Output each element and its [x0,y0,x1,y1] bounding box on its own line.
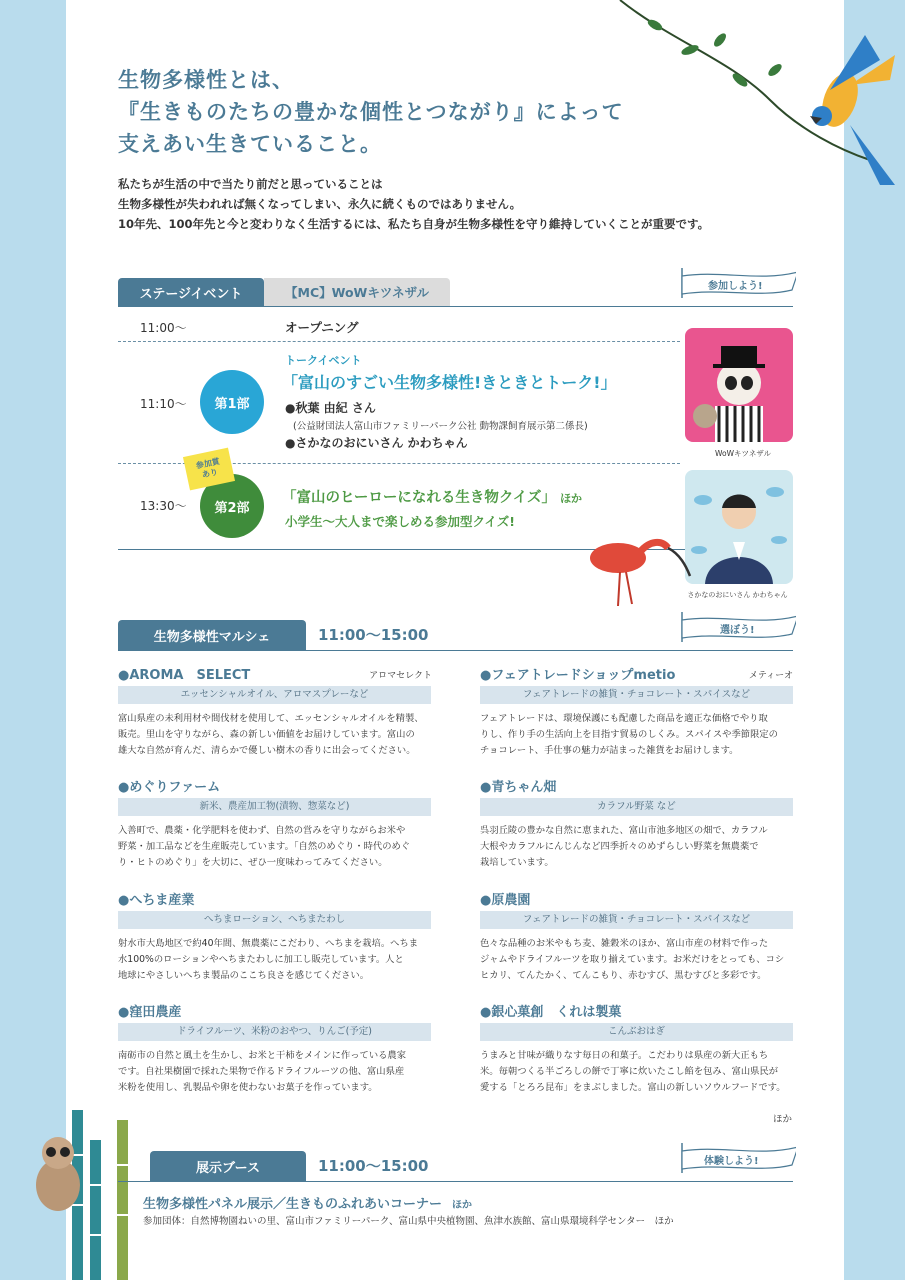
row3-time: 13:30〜 [140,499,187,513]
vendor-desc: 射水市大島地区で約40年間、無農薬にこだわり、へちまを栽培。へちま 水100%のローションやへちまたわしに加工し販売しています。人と 地球にやさしいへちま製品のここち良さを感じてください。 [118,938,419,981]
row2-speaker1: ●秋葉 由紀 さん [285,401,376,415]
row2-time: 11:10〜 [140,397,187,411]
booth-participants: 参加団体：自然博物園ねいの里、富山市ファミリーパーク、富山県中央植物園、魚津水族館、富山県環境科学センター ほか [143,1216,674,1227]
vendor-kana: アロマセレクト [369,671,432,681]
marche-flag [680,612,796,646]
booth-flag-label: 体験しよう! [704,1156,759,1167]
marche-time: 11:00〜15:00 [318,626,429,644]
prize-tag-line2: あり [201,467,219,480]
vendor-items: 新米、農産加工物(漬物、惣菜など) [118,798,431,816]
stage-flag [680,268,796,302]
marche-rule [118,650,793,651]
vendor-desc: 南砺市の自然と風土を生かし、お米と干柿をメインに作っている農家 です。自社果樹園で採れた果物で作るドライフルーツの他、富山県産 米粉を使用し、乳製品や卵を使わないお菓子を作っています。 [118,1050,407,1093]
booth-tab: 展示ブース [150,1151,306,1181]
intro-body-line1: 私たちが生活の中で当たり前だと思っていることは [118,177,383,191]
vendor-desc: 呉羽丘陵の豊かな自然に恵まれた、富山市池多地区の畑で、カラフル 大根やカラフルにんじんなど四季折々のめずらしい野菜を無農薬で 栽培しています。 [480,825,768,868]
ibis-illustration [588,530,693,610]
vendor-name: ●青ちゃん畑 [480,780,557,795]
row2-speaker2: ●さかなのおにいさん かわちゃん [285,436,468,450]
row-divider [118,341,680,342]
marche-flag-label: 選ぼう! [720,625,755,636]
vendor-name: ●銀心菓創 くれは製菓 [480,1005,622,1020]
vendor-name: ●へちま産業 [118,893,195,908]
caption-wow: WoWキツネザル [715,449,771,458]
booth-flag [680,1143,796,1177]
vendor-name: ●窪田農産 [118,1005,182,1020]
intro-heading-line2: 『生きものたちの豊かな個性とつながり』によって [118,100,624,124]
photo-wow-kitsunezaru [685,328,793,442]
marche-tab: 生物多様性マルシェ [118,620,306,650]
stage-mc-label: 【MC】WoWキツネザル [264,278,450,306]
vendor-items: フェアトレードの雑貨・チョコレート・スパイスなど [480,911,793,929]
stage-rule [118,306,793,307]
vendor-name: ●原農園 [480,893,531,908]
vendor-desc: 色々な品種のお米やもち麦、雑穀米のほか、富山市産の材料で作った ジャムやドライフルーツを取り揃えています。お米だけをとっても、コシ ヒカリ、てんたかく、てんこもり、赤むすび、黒むすびと多彩です。 [480,938,785,981]
row3-title-wrap [282,486,582,507]
vendor-name: ●めぐりファーム [118,780,221,795]
vendor-items: こんぶおはぎ [480,1023,793,1041]
part1-badge: 第1部 [200,370,264,434]
vendor-items: カラフル野菜 など [480,798,793,816]
intro-heading-line3: 支えあい生きていること。 [118,132,382,156]
row2-kind: トークイベント [285,354,362,367]
stage-flag-label: 参加しよう! [708,281,763,292]
intro-body-line2: 生物多様性が失われれば無くなってしまい、永久に続くものではありません。 [118,197,522,211]
vendor-desc: 入善町で、農薬・化学肥料を使わず、自然の営みを守りながらお米や 野菜・加工品などを生産販売しています。「自然のめぐり・時代のめぐ り・ヒトのめぐり」を大切に、ぜひ一度味わってみてください。 [118,825,411,868]
vendor-kana: メティーオ [748,671,793,681]
booth-time: 11:00〜15:00 [318,1157,429,1175]
row2-title: 「富山のすごい生物多様性!きときとトーク!」 [282,373,617,392]
bamboo-loris-illustration [20,1105,140,1280]
booth-title: 生物多様性パネル展示／生きものふれあいコーナー [143,1197,443,1212]
vendor-items: エッセンシャルオイル、アロマスプレーなど [118,686,431,704]
vendor-items: へちまローション、へちまたわし [118,911,431,929]
booth-rule [118,1181,793,1182]
vendor-desc: 富山県産の未利用材や間伐材を使用して、エッセンシャルオイルを精製、 販売。里山を守りながら、森の新しい価値をお届けしています。富山の 雄大な自然が育んだ、清らかで優しい樹木の香りに出会ってください。 [118,713,424,756]
prize-tag-line1: 参加賞 [195,456,221,471]
row3-title: 「富山のヒーローになれる生き物クイズ」 [282,490,557,506]
row1-title: オープニング [285,320,359,335]
caption-kawachan: さかなのおにいさん かわちゃん [687,591,788,599]
intro-heading-line1: 生物多様性とは、 [118,68,294,92]
intro-body-line3: 10年先、100年先と今と変わりなく生活するには、私たち自身が生物多様性を守り維持していくことが重要です。 [118,217,710,231]
vendor-items: ドライフルーツ、米粉のおやつ、りんご(予定) [118,1023,431,1041]
row3-sub: 小学生〜大人まで楽しめる参加型クイズ! [285,514,515,529]
vendor-desc: フェアトレードは、環境保護にも配慮した商品を適正な価格でやり取 りし、作り手の生活向上を目指す貿易のしくみ。スパイスや季節限定の チョコレート、手仕事の魅力が詰まった雑貨をお届けします。 [480,713,778,756]
vendor-items: フェアトレードの雑貨・チョコレート・スパイスなど [480,686,793,704]
stage-tab: ステージイベント [118,278,264,306]
photo-kawachan [685,470,793,584]
part2-badge: 第2部 [200,474,264,538]
vendor-name: ●フェアトレードショップmetio [480,668,676,683]
vendor-name: ●AROMA SELECT [118,668,251,683]
row2-speaker1-note: (公益財団法人富山市ファミリーパーク公社 動物課飼育展示第二係長) [293,421,588,432]
vendor-desc: うまみと甘味が織りなす毎日の和菓子。こだわりは県産の新大正もち 米。毎朝つくる半ごろしの餅で丁寧に炊いたこし餡を包み、富山県民が 愛する「とろろ昆布」をまぶしました。富山の新しいソウルフードです。 [480,1050,786,1093]
booth-title-suffix: ほか [452,1200,473,1211]
marche-more: ほか [773,1114,793,1125]
parrot-illustration [610,0,905,200]
row1-time: 11:00〜 [140,321,187,335]
booth-title-wrap [143,1193,472,1212]
row3-title-suffix: ほか [560,492,583,505]
